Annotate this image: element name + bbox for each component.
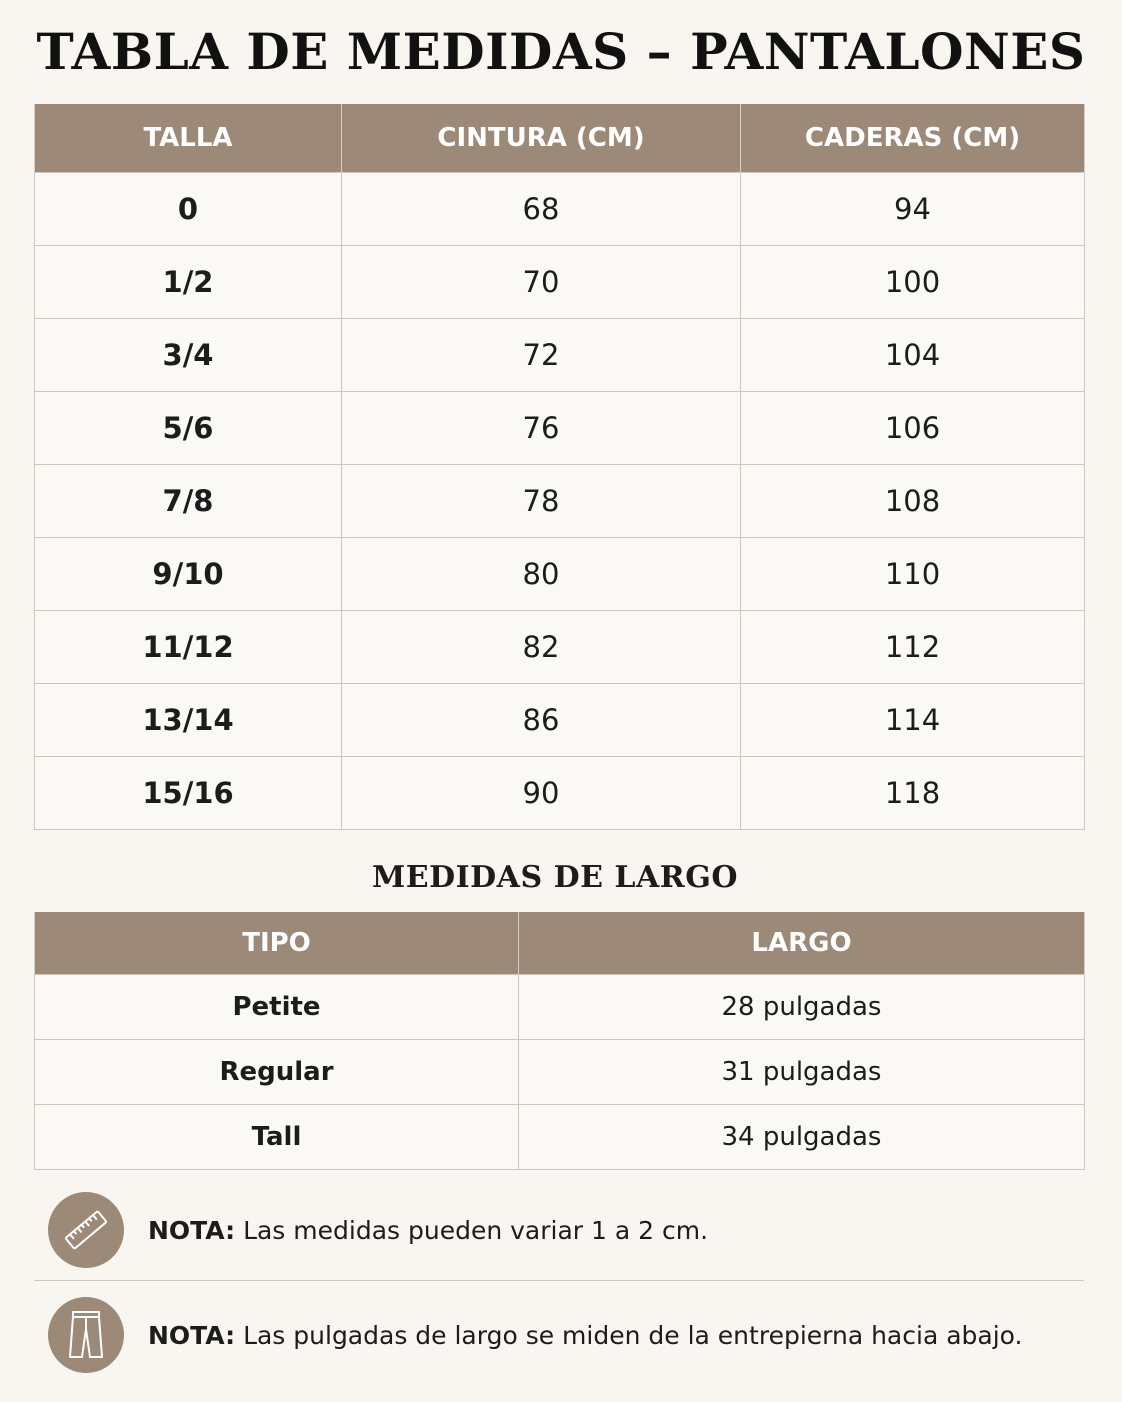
header-tipo: TIPO (35, 912, 519, 975)
note-label: NOTA: (148, 1320, 236, 1350)
length-section-title: MEDIDAS DE LARGO (372, 860, 738, 895)
note-inseam (48, 1297, 1088, 1373)
size-cell: 3/4 (35, 319, 342, 392)
header-cintura: CINTURA (CM) (342, 104, 741, 173)
header-caderas: CADERAS (CM) (741, 104, 1085, 173)
table-row (35, 319, 1085, 392)
note-text (148, 1321, 1022, 1350)
table-row (35, 1040, 1085, 1105)
size-cell: 7/8 (35, 465, 342, 538)
waist-cell: 78 (342, 465, 741, 538)
header-largo: LARGO (519, 912, 1085, 975)
hips-cell: 112 (741, 611, 1085, 684)
size-cell: 5/6 (35, 392, 342, 465)
hips-cell: 94 (741, 173, 1085, 246)
size-cell: 13/14 (35, 684, 342, 757)
pants-icon (48, 1297, 124, 1373)
table-row (35, 611, 1085, 684)
type-cell: Tall (35, 1105, 519, 1170)
note-label: NOTA: (148, 1215, 236, 1245)
header-talla: TALLA (35, 104, 342, 173)
table-row (35, 1105, 1085, 1170)
ruler-icon (48, 1192, 124, 1268)
size-cell: 15/16 (35, 757, 342, 830)
page-title: TABLA DE MEDIDAS – PANTALONES (36, 22, 1086, 81)
length-cell: 34 pulgadas (519, 1105, 1085, 1170)
waist-cell: 68 (342, 173, 741, 246)
size-cell: 9/10 (35, 538, 342, 611)
note-body: Las medidas pueden variar 1 a 2 cm. (243, 1215, 709, 1245)
waist-cell: 82 (342, 611, 741, 684)
table-row (35, 246, 1085, 319)
note-measurements (48, 1192, 1088, 1268)
size-table-header (35, 104, 1085, 173)
waist-cell: 80 (342, 538, 741, 611)
size-cell: 0 (35, 173, 342, 246)
length-table (34, 912, 1085, 1170)
size-table (34, 104, 1085, 830)
table-row (35, 392, 1085, 465)
table-row (35, 684, 1085, 757)
table-row (35, 975, 1085, 1040)
hips-cell: 118 (741, 757, 1085, 830)
hips-cell: 114 (741, 684, 1085, 757)
table-row (35, 173, 1085, 246)
note-text (148, 1216, 708, 1245)
waist-cell: 76 (342, 392, 741, 465)
table-row (35, 538, 1085, 611)
length-table-header (35, 912, 1085, 975)
waist-cell: 72 (342, 319, 741, 392)
type-cell: Petite (35, 975, 519, 1040)
table-row (35, 757, 1085, 830)
length-cell: 28 pulgadas (519, 975, 1085, 1040)
hips-cell: 108 (741, 465, 1085, 538)
hips-cell: 104 (741, 319, 1085, 392)
size-cell: 1/2 (35, 246, 342, 319)
table-row (35, 465, 1085, 538)
hips-cell: 110 (741, 538, 1085, 611)
hips-cell: 100 (741, 246, 1085, 319)
hips-cell: 106 (741, 392, 1085, 465)
size-cell: 11/12 (35, 611, 342, 684)
note-body: Las pulgadas de largo se miden de la entrepierna hacia abajo. (243, 1320, 1023, 1350)
type-cell: Regular (35, 1040, 519, 1105)
waist-cell: 86 (342, 684, 741, 757)
waist-cell: 70 (342, 246, 741, 319)
divider (34, 1280, 1084, 1281)
waist-cell: 90 (342, 757, 741, 830)
length-cell: 31 pulgadas (519, 1040, 1085, 1105)
